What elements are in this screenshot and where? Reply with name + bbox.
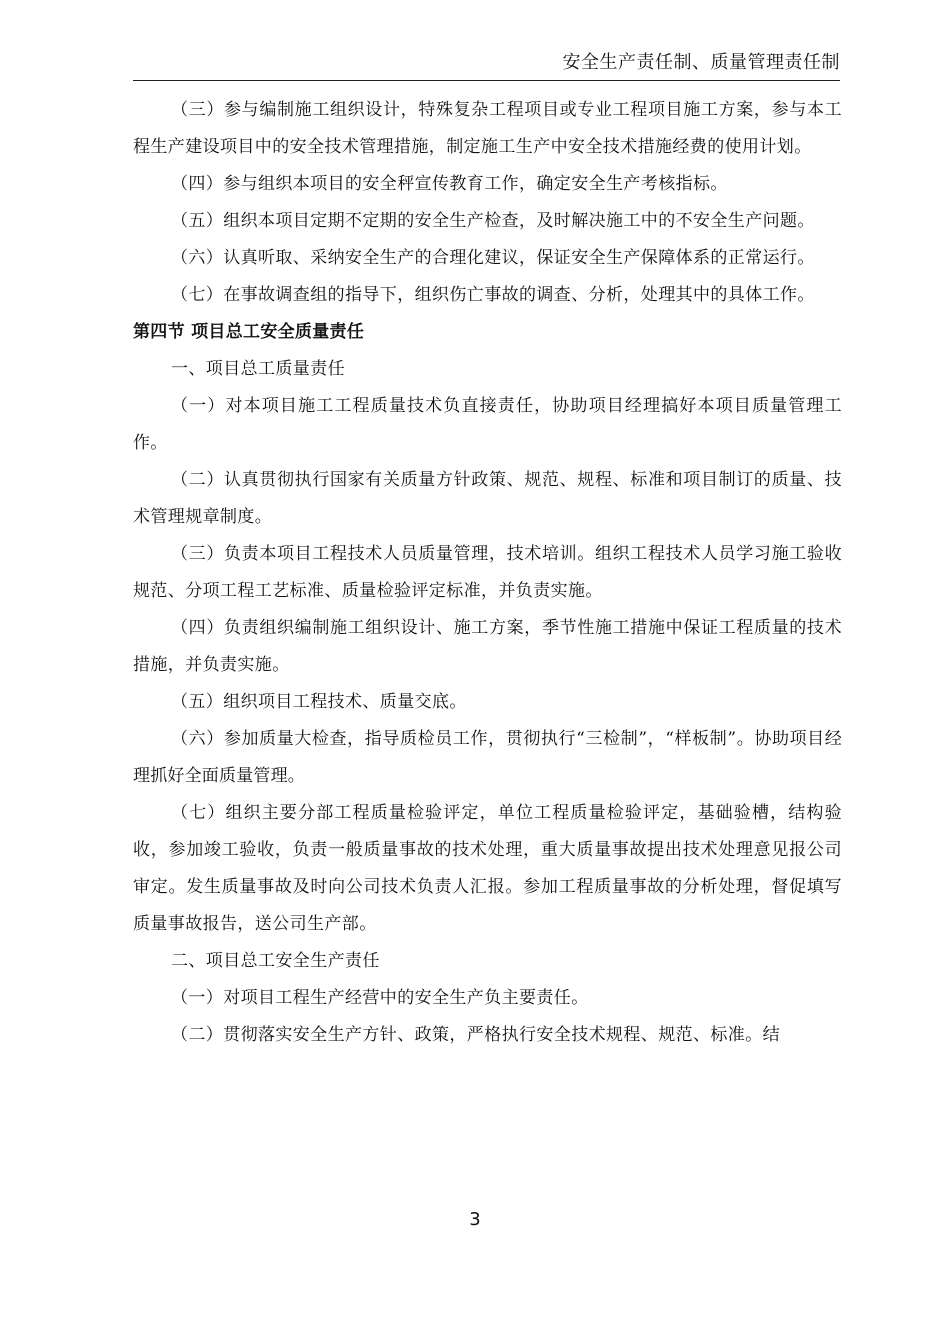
list-item: （二）认真贯彻执行国家有关质量方针政策、规范、规程、标准和项目制订的质量、技术管理规章制度。 — [133, 470, 842, 527]
list-item: （七）组织主要分部工程质量检验评定，单位工程质量检验评定，基础验槽，结构验收，参加竣工验收，负责一般质量事故的技术处理，重大质量事故提出技术处理意见报公司审定。发生质量事故及时向公司技术负责人汇报。参加工程质量事故的分析处理，督促填写质量事故报告，送公司生产部。 — [133, 803, 842, 934]
page-header — [133, 48, 840, 81]
paragraph: （七）在事故调查组的指导下，组织伤亡事故的调查、分析，处理其中的具体工作。 — [171, 285, 815, 305]
paragraph: （六）认真听取、采纳安全生产的合理化建议，保证安全生产保障体系的正常运行。 — [171, 248, 815, 268]
page-number: 3 — [469, 1209, 481, 1230]
list-item: （五）组织项目工程技术、质量交底。 — [171, 692, 467, 712]
subsection-heading: 一、项目总工质量责任 — [171, 359, 345, 379]
paragraph: （三）参与编制施工组织设计，特殊复杂工程项目或专业工程项目施工方案，参与本工程生产建设项目中的安全技术管理措施，制定施工生产中安全技术措施经费的使用计划。 — [133, 100, 842, 157]
list-item: （四）负责组织编制施工组织设计、施工方案，季节性施工措施中保证工程质量的技术措施，并负责实施。 — [133, 618, 842, 675]
list-item: （三）负责本项目工程技术人员质量管理，技术培训。组织工程技术人员学习施工验收规范、分项工程工艺标准、质量检验评定标准，并负责实施。 — [133, 544, 842, 601]
document-body — [133, 92, 842, 1054]
paragraph: （四）参与组织本项目的安全秤宣传教育工作，确定安全生产考核指标。 — [171, 174, 728, 194]
header-title: 安全生产责任制、质量管理责任制 — [562, 52, 840, 73]
section-heading: 第四节 项目总工安全质量责任 — [133, 322, 365, 342]
list-item: （六）参加质量大检查，指导质检员工作，贯彻执行“三检制”，“样板制”。协助项目经理抓好全面质量管理。 — [133, 729, 842, 786]
subsection-heading: 二、项目总工安全生产责任 — [171, 951, 380, 971]
paragraph: （五）组织本项目定期不定期的安全生产检查，及时解决施工中的不安全生产问题。 — [171, 211, 815, 231]
list-item: （二）贯彻落实安全生产方针、政策，严格执行安全技术规程、规范、标准。结 — [171, 1025, 780, 1045]
list-item: （一）对项目工程生产经营中的安全生产负主要责任。 — [171, 988, 589, 1008]
list-item: （一）对本项目施工工程质量技术负直接责任，协助项目经理搞好本项目质量管理工作。 — [133, 396, 842, 453]
